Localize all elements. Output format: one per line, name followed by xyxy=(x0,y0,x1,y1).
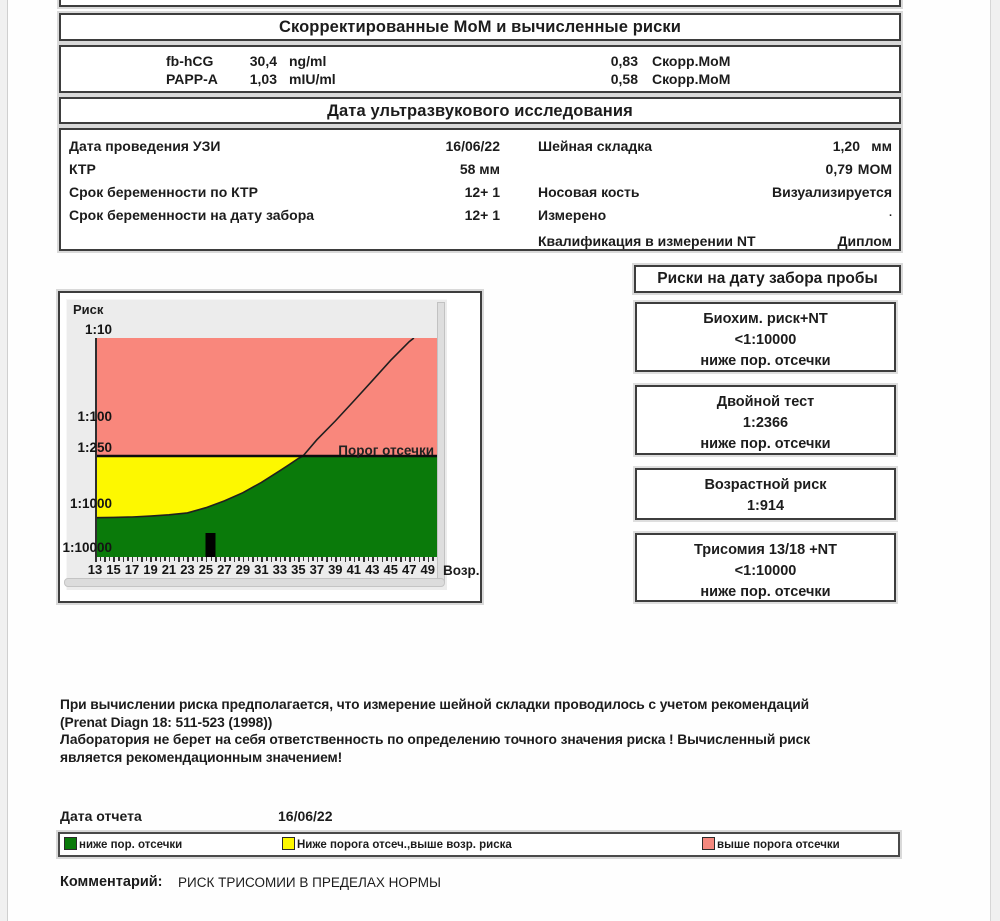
risk-title: Двойной тест xyxy=(716,394,815,410)
x-axis-tick-label: 25 xyxy=(198,562,214,577)
analyte-unit: ng/ml xyxy=(289,53,327,69)
risk-value: <1:10000 xyxy=(734,332,797,348)
x-axis-tick-label: 37 xyxy=(309,562,325,577)
x-axis-tick xyxy=(257,557,259,561)
x-axis-tick xyxy=(405,557,407,561)
field-value: 16/06/22 xyxy=(445,138,500,154)
x-axis-tick xyxy=(238,557,240,561)
chart-bottom-scrollbar[interactable] xyxy=(64,578,445,587)
disclaimer-line: является рекомендационным значением! xyxy=(60,749,343,765)
analyte-name: fb-hCG xyxy=(166,53,214,69)
risk-box-double-test xyxy=(635,385,896,455)
cutoff-threshold-label: Порог отсечки xyxy=(338,443,434,458)
x-axis-tick xyxy=(155,557,157,561)
analyte-name: PAPP-A xyxy=(166,71,218,87)
table-row xyxy=(61,53,899,71)
value-text: Диплом xyxy=(837,233,892,249)
legend-item-between xyxy=(282,837,512,852)
x-axis-tick xyxy=(164,557,166,561)
x-axis-tick xyxy=(127,557,129,561)
x-axis-tick xyxy=(395,557,397,561)
x-axis-tick xyxy=(146,557,148,561)
x-axis-tick-label: 29 xyxy=(235,562,251,577)
x-axis-tick xyxy=(192,557,194,561)
ultrasound-section-header: Дата ультразвукового исследования xyxy=(59,97,901,124)
field-label: Квалификация в измерении NT xyxy=(538,233,756,249)
x-axis-tick xyxy=(174,557,176,561)
field-value xyxy=(826,161,892,177)
y-axis-tick-label: 1:100 xyxy=(77,409,112,424)
y-axis-tick-label: 1:10 xyxy=(84,322,112,337)
legend-item-above-cutoff xyxy=(702,837,840,852)
table-row xyxy=(61,161,899,183)
table-row xyxy=(61,207,899,229)
risk-status: ниже пор. отсечки xyxy=(700,584,831,600)
x-axis-tick-label: 17 xyxy=(124,562,140,577)
x-axis-tick-label: 47 xyxy=(402,562,417,577)
x-axis-tick-label: 15 xyxy=(106,562,121,577)
x-axis-tick xyxy=(414,557,416,561)
table-row xyxy=(61,233,899,255)
analyte-unit: mIU/ml xyxy=(289,71,336,87)
field-value xyxy=(833,138,892,154)
report-date-value: 16/06/22 xyxy=(278,808,333,824)
corrected-mom-value: 0,83 xyxy=(610,53,638,69)
field-label: Измерено xyxy=(538,207,607,223)
corrected-mom-label: Скорр.МоМ xyxy=(652,53,731,69)
analyte-value: 30,4 xyxy=(249,53,277,69)
x-axis-tick xyxy=(377,557,379,561)
value-number: 1,20 xyxy=(832,138,860,154)
x-axis-tick xyxy=(266,557,268,561)
x-axis-tick xyxy=(321,557,323,561)
risk-value: 1:2366 xyxy=(742,415,789,431)
x-axis-tick-label: 21 xyxy=(161,562,177,577)
x-axis-tick xyxy=(284,557,286,561)
ultrasound-table xyxy=(59,128,901,251)
disclaimer-line: Лаборатория не берет на себя ответственность по определению точного значения риска ! Вычисленный риск xyxy=(60,732,811,747)
risk-value: 1:914 xyxy=(746,498,785,514)
x-axis-tick-label: 23 xyxy=(180,562,195,577)
x-axis-tick xyxy=(229,557,231,561)
x-axis-tick xyxy=(183,557,185,561)
risk-title: Трисомия 13/18 +NT xyxy=(693,542,838,558)
table-row xyxy=(61,184,899,206)
x-axis-tick-label: 45 xyxy=(383,562,399,577)
x-axis-tick-label: 19 xyxy=(143,562,158,577)
x-axis-tick xyxy=(248,557,250,561)
y-axis-tick-label: 1:1000 xyxy=(69,496,112,511)
risk-title: Возрастной риск xyxy=(704,477,827,493)
corrected-mom-label: Скорр.МоМ xyxy=(652,71,731,87)
mom-table xyxy=(59,45,901,93)
field-value xyxy=(889,207,892,219)
x-axis-tick xyxy=(109,557,111,561)
x-axis-tick xyxy=(432,557,434,561)
top-partial-box xyxy=(59,0,901,7)
table-row xyxy=(61,138,899,160)
field-label: Шейная складка xyxy=(538,138,653,154)
risk-box-age-risk xyxy=(635,468,896,520)
pink-swatch-icon xyxy=(702,837,715,850)
value-text: . xyxy=(888,207,892,219)
x-axis-tick xyxy=(331,557,333,561)
x-axis-tick xyxy=(358,557,360,561)
x-axis-tick-label: 39 xyxy=(328,562,343,577)
x-axis-tick-label: 13 xyxy=(87,562,103,577)
field-label: Срок беременности на дату забора xyxy=(69,207,315,223)
field-label: Дата проведения УЗИ xyxy=(69,138,221,154)
risk-box-trisomy-13-18-nt xyxy=(635,533,896,602)
risk-status: ниже пор. отсечки xyxy=(700,436,831,452)
x-axis-tick xyxy=(275,557,277,561)
y-axis-tick-label: 1:10000 xyxy=(62,540,112,555)
analyte-value: 1,03 xyxy=(249,71,277,87)
green-swatch-icon xyxy=(64,837,77,850)
x-axis-tick xyxy=(349,557,351,561)
risks-panel-header: Риски на дату забора пробы xyxy=(634,265,901,293)
x-axis-tick-label: 33 xyxy=(272,562,288,577)
disclaimer-line: При вычислении риска предполагается, что измерение шейной складки проводилось с учетом рекомендаций xyxy=(60,697,810,712)
field-value: 58 мм xyxy=(459,161,500,177)
field-value xyxy=(838,233,892,249)
disclaimer-line: (Prenat Diagn 18: 511-523 (1998)) xyxy=(60,714,273,730)
x-axis-tick-label: 43 xyxy=(365,562,380,577)
x-axis-tick-label: 49 xyxy=(420,562,435,577)
legend-label: выше порога отсечки xyxy=(717,839,840,851)
x-axis-tick xyxy=(137,557,139,561)
yellow-swatch-icon xyxy=(282,837,295,850)
x-axis-tick-label: 41 xyxy=(346,562,362,577)
chart-x-axis-title: Возр. xyxy=(443,563,480,578)
disclaimer-text xyxy=(60,696,908,766)
x-axis-tick xyxy=(312,557,314,561)
legend-label: ниже пор. отсечки xyxy=(79,839,183,851)
field-label: Срок беременности по КТР xyxy=(69,184,258,200)
chart-y-axis-title: Риск xyxy=(73,302,104,317)
comment-label: Комментарий: xyxy=(60,874,163,890)
x-axis-tick-label: 27 xyxy=(217,562,232,577)
x-axis-tick xyxy=(423,557,425,561)
legend-label: Ниже порога отсеч.,выше возр. риска xyxy=(297,839,512,851)
y-axis-tick-label: 1:250 xyxy=(77,440,112,455)
field-value: 12+ 1 xyxy=(464,184,500,200)
value-unit: мм xyxy=(871,138,892,154)
chart-right-bevel xyxy=(437,302,445,582)
corrected-mom-value: 0,58 xyxy=(610,71,638,87)
value-unit: МОМ xyxy=(857,161,892,177)
x-axis-tick xyxy=(100,557,102,561)
report-date-label: Дата отчета xyxy=(60,808,142,824)
x-axis-tick xyxy=(368,557,370,561)
risk-value: <1:10000 xyxy=(734,563,797,579)
x-axis-tick xyxy=(294,557,296,561)
field-label: Носовая кость xyxy=(538,184,640,200)
value-number: 0,79 xyxy=(825,161,853,177)
x-axis-tick xyxy=(211,557,213,561)
x-axis-tick-label: 31 xyxy=(254,562,269,577)
legend-item-below-cutoff xyxy=(64,837,182,852)
x-axis-tick xyxy=(118,557,120,561)
risk-box-biochem-nt xyxy=(635,302,896,372)
comment-value: РИСК ТРИСОМИИ В ПРЕДЕЛАХ НОРМЫ xyxy=(178,875,441,890)
field-label: КТР xyxy=(69,161,96,177)
x-axis-tick xyxy=(220,557,222,561)
x-axis-tick xyxy=(340,557,342,561)
x-axis-tick xyxy=(386,557,388,561)
value-text: Визуализируется xyxy=(772,184,892,200)
risk-title: Биохим. риск+NT xyxy=(703,311,828,327)
chart-legend xyxy=(58,832,900,857)
x-axis-tick xyxy=(201,557,203,561)
field-value xyxy=(772,184,892,200)
x-axis-tick-label: 35 xyxy=(291,562,306,577)
mom-section-header: Скорректированные МоМ и вычисленные риски xyxy=(59,13,901,41)
x-axis-tick xyxy=(303,557,305,561)
risk-status: ниже пор. отсечки xyxy=(700,353,831,369)
field-value: 12+ 1 xyxy=(464,207,500,223)
table-row xyxy=(61,71,899,89)
